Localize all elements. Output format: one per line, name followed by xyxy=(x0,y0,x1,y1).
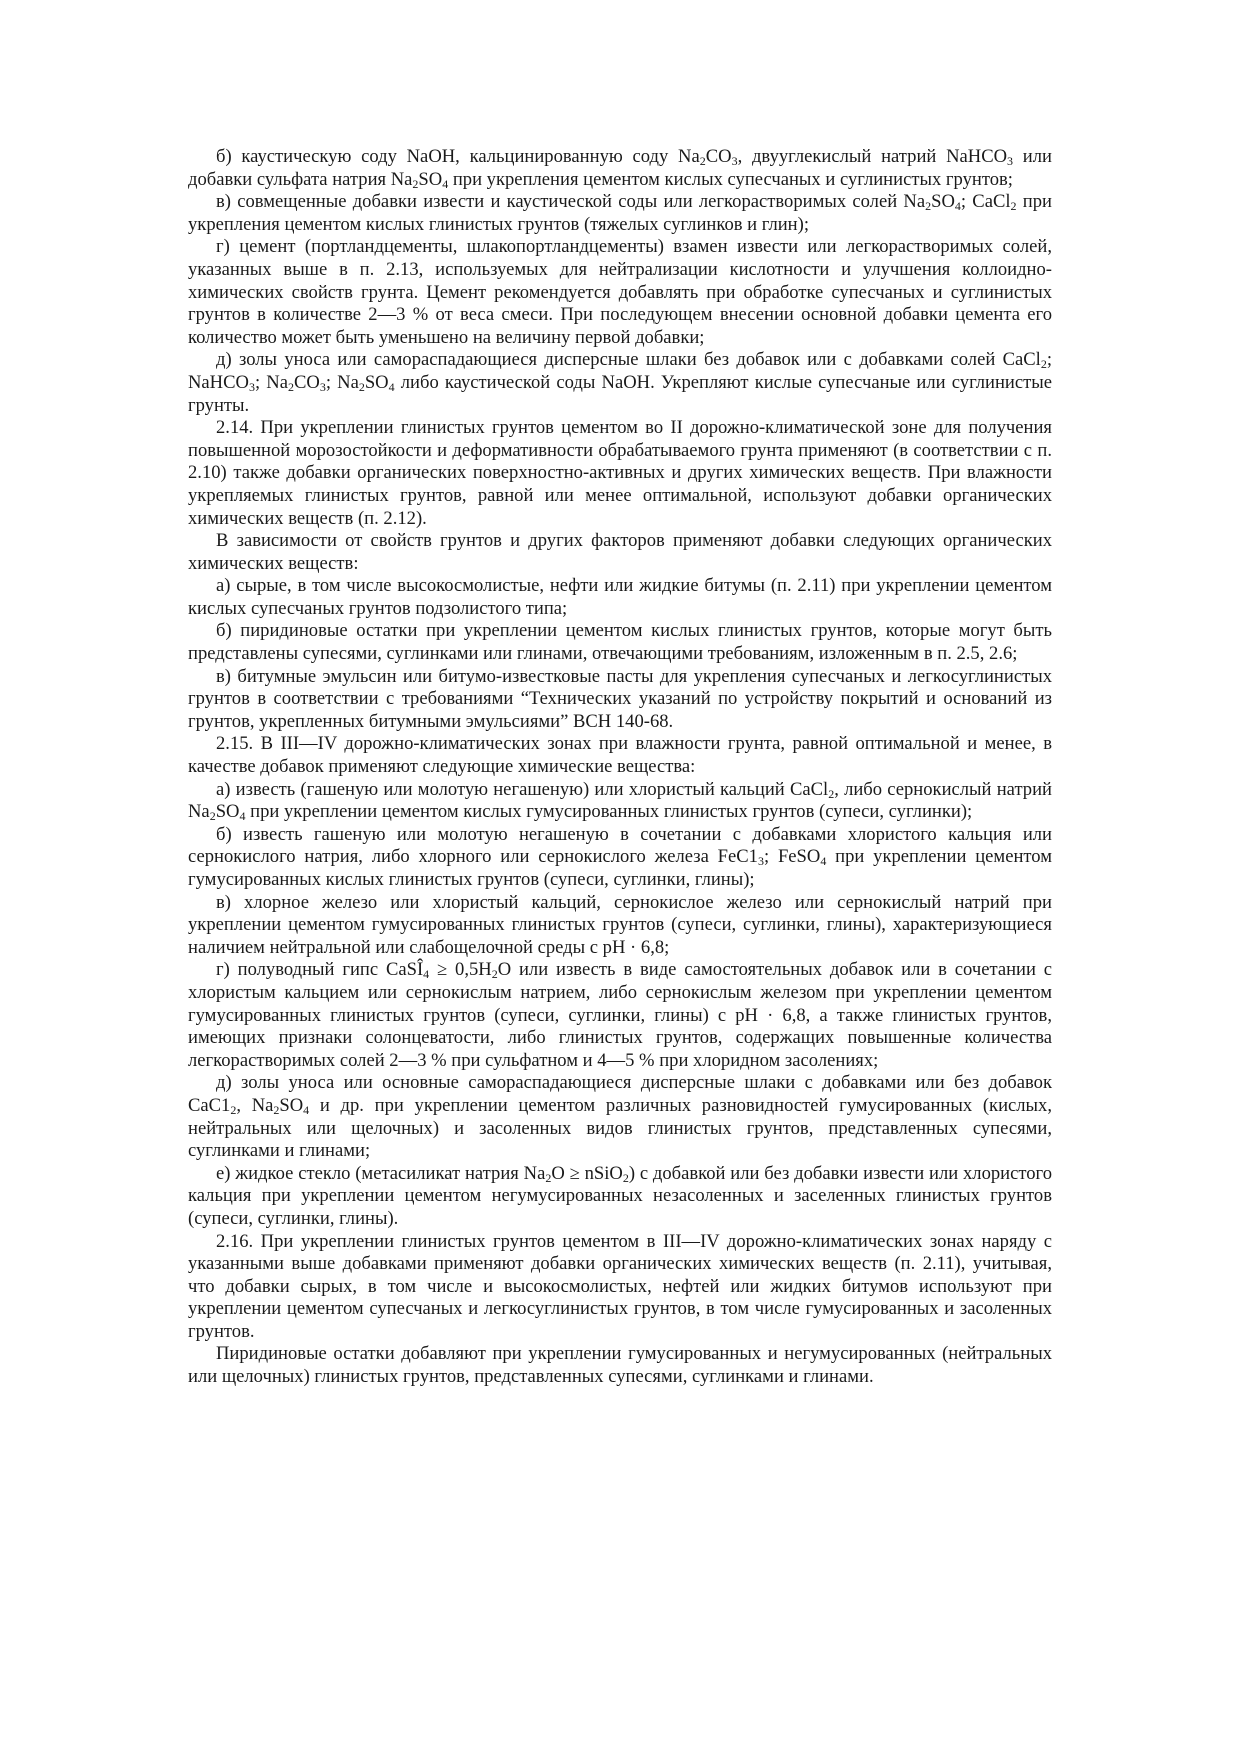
subscript: 4 xyxy=(423,967,430,982)
subscript: 3 xyxy=(731,154,738,168)
paragraph-text: CO xyxy=(293,371,320,393)
paragraph-text: 2.15. В III—IV дорожно-климатических зонах при влажности грунта, равной оптимальной и менее, в качестве добавок применяют следующие химические вещества: xyxy=(188,733,1052,778)
subscript: 2 xyxy=(828,786,835,801)
paragraph-text: д) золы уноса или самораспадающиеся дисперсные шлаки без добавок или с добавками солей CaCl xyxy=(216,349,1041,371)
subscript: 4 xyxy=(388,379,395,394)
paragraph xyxy=(188,417,1052,530)
paragraph-text: ; CaCl xyxy=(960,191,1011,213)
paragraph-text: , двууглекислый натрий NaHCO xyxy=(737,146,1008,167)
paragraph-text: либо каустической соды NaOH. Укрепляют кислые супесчаные или суглинистые грунты. xyxy=(188,371,1053,416)
paragraph-text: CO xyxy=(705,146,732,167)
paragraph-text: , либо сернокислый натрий Na xyxy=(188,778,1052,823)
subscript: 2 xyxy=(545,1170,552,1185)
paragraph-text: SO xyxy=(931,191,955,213)
subscript: 3 xyxy=(319,379,326,394)
paragraph-text: в) битумные эмульсин или битумо-известковые пасты для укрепления супесчаных и легкосуглинистых грунтов в соответствии с требованиями “Технических указаний по устройству покрытий и оснований из грунтов, укрепленных битумными эмульсиями” ВСН 140-68. xyxy=(188,665,1052,732)
paragraph-text: г) полуводный гипс CaSÎ xyxy=(216,959,424,981)
paragraph-text: В зависимости от свойств грунтов и других факторов применяют добавки следующих органических химических веществ: xyxy=(188,530,1052,574)
subscript: 3 xyxy=(1007,154,1014,168)
subscript: 4 xyxy=(442,176,449,191)
paragraph xyxy=(188,620,1052,665)
paragraph-text: при укреплении цементом гумусированных кислых глинистых грунтов (супеси, суглинки, глины); xyxy=(188,846,1052,890)
paragraph-text: в) хлорное железо или хлористый кальций, сернокислое железо или сернокислый натрий при укреплении цементом гумусированных глинистых грунтов (супеси, суглинки, глины), характеризующиеся наличием нейтральной или слабощелочной среды с pH · 6,8; xyxy=(188,891,1052,958)
paragraph-text: а) сырые, в том числе высокосмолистые, нефти или жидкие битумы (п. 2.11) при укреплении цементом кислых супесчаных грунтов подзолистого типа; xyxy=(188,575,1052,619)
paragraph xyxy=(188,959,1052,1072)
paragraph-text: б) пиридиновые остатки при укреплении цементом кислых глинистых грунтов, которые могут быть представлены супесями, суглинками или глинами, отвечающими требованиям, изложенным в п. 2.5, 2.6; xyxy=(188,620,1052,665)
paragraph-text: г) цемент (портландцементы, шлакопортландцементы) взамен извести или легкорастворимых солей, указанных выше в п. 2.13, используемых для нейтрализации кислотности и улучшения коллоидно-химических свойств грунта. Цемент рекомендуется добавлять при обработке супесчаных и суглинистых грунтов в количестве 2—3 % от веса смеси. При последующем внесении основной добавки цемента его количество может быть уменьшено на величину первой добавки; xyxy=(188,236,1052,348)
paragraph-text: SO xyxy=(418,168,443,190)
subscript: 2 xyxy=(1040,357,1047,372)
paragraph xyxy=(188,824,1052,892)
paragraph xyxy=(188,146,1052,191)
paragraph xyxy=(188,349,1052,417)
paragraph-text: Пиридиновые остатки добавляют при укреплении гумусированных и негумусированных (нейтральных или щелочных) глинистых грунтов, представленных супесями, суглинками и глинами. xyxy=(188,1343,1052,1388)
subscript: 2 xyxy=(1010,199,1017,214)
paragraph-text: или добавки сульфата натрия Na xyxy=(188,146,1052,190)
paragraph xyxy=(188,779,1052,824)
paragraph-text: 2.14. При укреплении глинистых грунтов цементом во II дорожно-климатической зоне для получения повышенной морозостойкости и деформативности обрабатываемого грунта применяют (в соответствии с п. 2.10) также добавки органических поверхностно-активных и других химических веществ. При влажности укрепляемых глинистых грунтов, равной или менее оптимальной, используют добавки органических химических веществ (п. 2.12). xyxy=(188,417,1052,529)
subscript: 3 xyxy=(248,379,255,394)
paragraph-text: и др. при укреплении цементом различных разновидностей гумусированных (кислых, нейтральных или щелочных) и засоленных видов глинистых грунтов, представленных супесями, суглинками и глинами; xyxy=(188,1094,1052,1162)
subscript: 4 xyxy=(954,199,961,214)
paragraph-text: ; Na xyxy=(325,371,359,393)
subscript: 2 xyxy=(491,967,498,982)
paragraph-text: б) каустическую соду NaOH, кальцинированную соду Na xyxy=(216,146,700,167)
subscript: 2 xyxy=(925,199,932,214)
paragraph-text: SO xyxy=(215,801,240,823)
paragraph-text: SO xyxy=(364,371,389,393)
paragraph-text: д) золы уноса или основные самораспадающиеся дисперсные шлаки с добавками или без добавок CaC1 xyxy=(188,1072,1052,1116)
subscript: 2 xyxy=(358,379,365,394)
paragraph xyxy=(188,1343,1052,1388)
subscript: 2 xyxy=(699,154,706,168)
paragraph xyxy=(188,236,1052,349)
paragraph-text: а) известь (гашеную или молотую негашеную) или хлористый кальций CaCl xyxy=(216,778,829,800)
paragraph-text: ; NaHCO xyxy=(188,349,1052,393)
paragraph xyxy=(188,1163,1052,1231)
paragraph-text: , Na xyxy=(236,1094,274,1116)
paragraph xyxy=(188,666,1052,734)
paragraph xyxy=(188,892,1052,960)
paragraph xyxy=(188,575,1052,620)
paragraph-text: ; Na xyxy=(254,371,288,393)
paragraph-text: SO xyxy=(279,1094,304,1116)
subscript: 2 xyxy=(209,809,216,824)
subscript: 4 xyxy=(303,1102,310,1117)
subscript: 2 xyxy=(622,1170,629,1185)
paragraph-text: при укрепления цементом кислых глинистых грунтов (тяжелых суглинков и глин); xyxy=(188,191,1052,235)
paragraph-text: е) жидкое стекло (метасиликат натрия Na xyxy=(216,1162,546,1184)
paragraph-text: 2.16. При укреплении глинистых грунтов цементом в III—IV дорожно-климатических зонах наряду с указанными выше добавками применяют добавки органических химических веществ (п. 2.11), учитывая, что добавки сырых, в том числе и высокосмолистых, нефтей или жидких битумов используют при укреплении цементом супесчаных и легкосуглинистых грунтов, в том числе гумусированных и засоленных грунтов. xyxy=(188,1230,1052,1342)
document-body xyxy=(188,146,1052,1389)
paragraph xyxy=(188,1072,1052,1162)
paragraph xyxy=(188,733,1052,778)
paragraph xyxy=(188,1231,1052,1344)
subscript: 2 xyxy=(412,176,419,191)
subscript: 2 xyxy=(273,1102,280,1117)
paragraph-text: ; FeSO xyxy=(763,846,821,868)
paragraph-text: O или известь в виде самостоятельных добавок или в сочетании с хлористым кальцием или сернокислым натрием, либо сернокислым железом при укреплении цементом гумусированных глинистых грунтов (супеси, суглинки, глины) с pH · 6,8, а также глинистых грунтов, имеющих признаки солонцеватости, либо глинистых грунтов, содержащих повышенные количества легкорастворимых солей 2—3 % при сульфатном и 4—5 % при хлоридном засолениях; xyxy=(188,959,1053,1071)
paragraph xyxy=(188,191,1052,236)
subscript: 4 xyxy=(239,809,246,824)
paragraph-text: б) известь гашеную или молотую негашеную в сочетании с добавками хлористого кальция или сернокислого натрия, либо хлорного или сернокислого железа FeC1 xyxy=(188,823,1052,868)
paragraph-text: ≥ 0,5H xyxy=(429,959,492,981)
paragraph xyxy=(188,530,1052,575)
subscript: 3 xyxy=(757,854,764,869)
subscript: 2 xyxy=(230,1102,237,1117)
paragraph-text: при укреплении цементом кислых гумусированных глинистых грунтов (супеси, суглинки); xyxy=(245,801,973,823)
paragraph-text: O ≥ nSiO xyxy=(551,1162,623,1184)
paragraph-text: ) с добавкой или без добавки извести или хлористого кальция при укреплении цементом негумусированных незасоленных и заселенных глинистых грунтов (супеси, суглинки, глины). xyxy=(188,1162,1053,1229)
paragraph-text: при укрепления цементом кислых супесчаных и суглинистых грунтов; xyxy=(448,168,1013,190)
subscript: 2 xyxy=(287,379,294,394)
paragraph-text: в) совмещенные добавки извести и каустической соды или легкорастворимых солей Na xyxy=(216,191,926,213)
subscript: 4 xyxy=(820,854,827,869)
